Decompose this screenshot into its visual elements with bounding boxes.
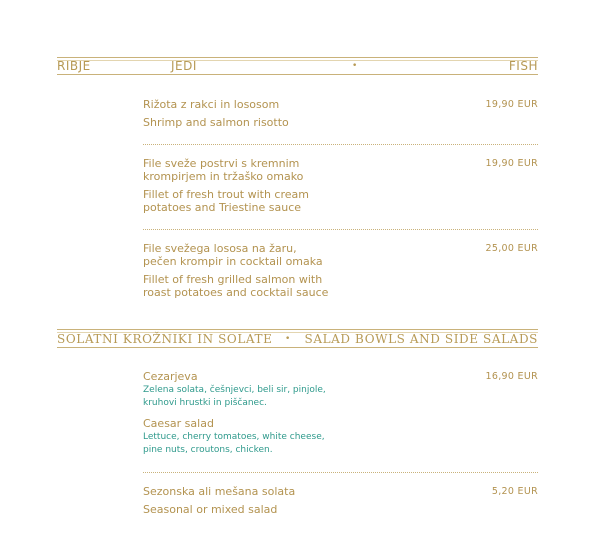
item-price: 16,90 EUR bbox=[485, 371, 538, 382]
fish-header-separator: • bbox=[352, 61, 358, 71]
menu-item-salmon bbox=[143, 242, 538, 299]
menu-item-caesar bbox=[143, 370, 538, 457]
item-name-si: Cezarjeva bbox=[143, 370, 198, 383]
item-name-si: File svežega lososa na žaru, pečen krompir in cocktail omaka bbox=[143, 242, 323, 268]
item-name-si: File sveže postrvi s kremnim krompirjem in tržaško omako bbox=[143, 157, 304, 183]
fish-header-right: FISH bbox=[508, 59, 538, 73]
item-price: 5,20 EUR bbox=[491, 486, 538, 497]
item-name-en: Seasonal or mixed salad bbox=[143, 503, 278, 516]
item-name-si: Sezonska ali mešana solata bbox=[143, 485, 296, 498]
menu-item-trout bbox=[143, 157, 538, 214]
item-name-en: Shrimp and salmon risotto bbox=[143, 116, 289, 129]
divider bbox=[143, 472, 538, 473]
salad-header-title-en: SALAD BOWLS AND SIDE SALADS bbox=[304, 332, 538, 346]
divider bbox=[143, 229, 538, 230]
item-desc-si: Zelena solata, češnjevci, beli sir, pinjole, kruhovi hrustki in piščanec. bbox=[143, 385, 326, 408]
item-name-en: Fillet of fresh trout with cream potatoes and Triestine sauce bbox=[143, 188, 309, 214]
fish-section-header bbox=[57, 57, 538, 75]
divider bbox=[143, 144, 538, 145]
item-name-en: Caesar salad bbox=[143, 417, 214, 430]
menu-item-risotto bbox=[143, 98, 538, 129]
menu-item-mixed-salad bbox=[143, 485, 538, 516]
fish-header-mid: JEDI bbox=[171, 59, 197, 73]
salad-section-header bbox=[57, 329, 538, 348]
item-price: 19,90 EUR bbox=[485, 99, 538, 110]
item-desc-en: Lettuce, cherry tomatoes, white cheese, pine nuts, croutons, chicken. bbox=[143, 432, 325, 455]
item-price: 25,00 EUR bbox=[485, 243, 538, 254]
item-price: 19,90 EUR bbox=[485, 158, 538, 169]
salad-header-separator: • bbox=[285, 334, 291, 344]
item-name-si: Rižota z rakci in lososom bbox=[143, 98, 280, 111]
item-name-en: Fillet of fresh grilled salmon with roast potatoes and cocktail sauce bbox=[143, 273, 329, 299]
fish-header-left: RIBJE bbox=[57, 59, 91, 73]
salad-header-title-si: SOLATNI KROŽNIKI IN SOLATE bbox=[57, 332, 273, 346]
